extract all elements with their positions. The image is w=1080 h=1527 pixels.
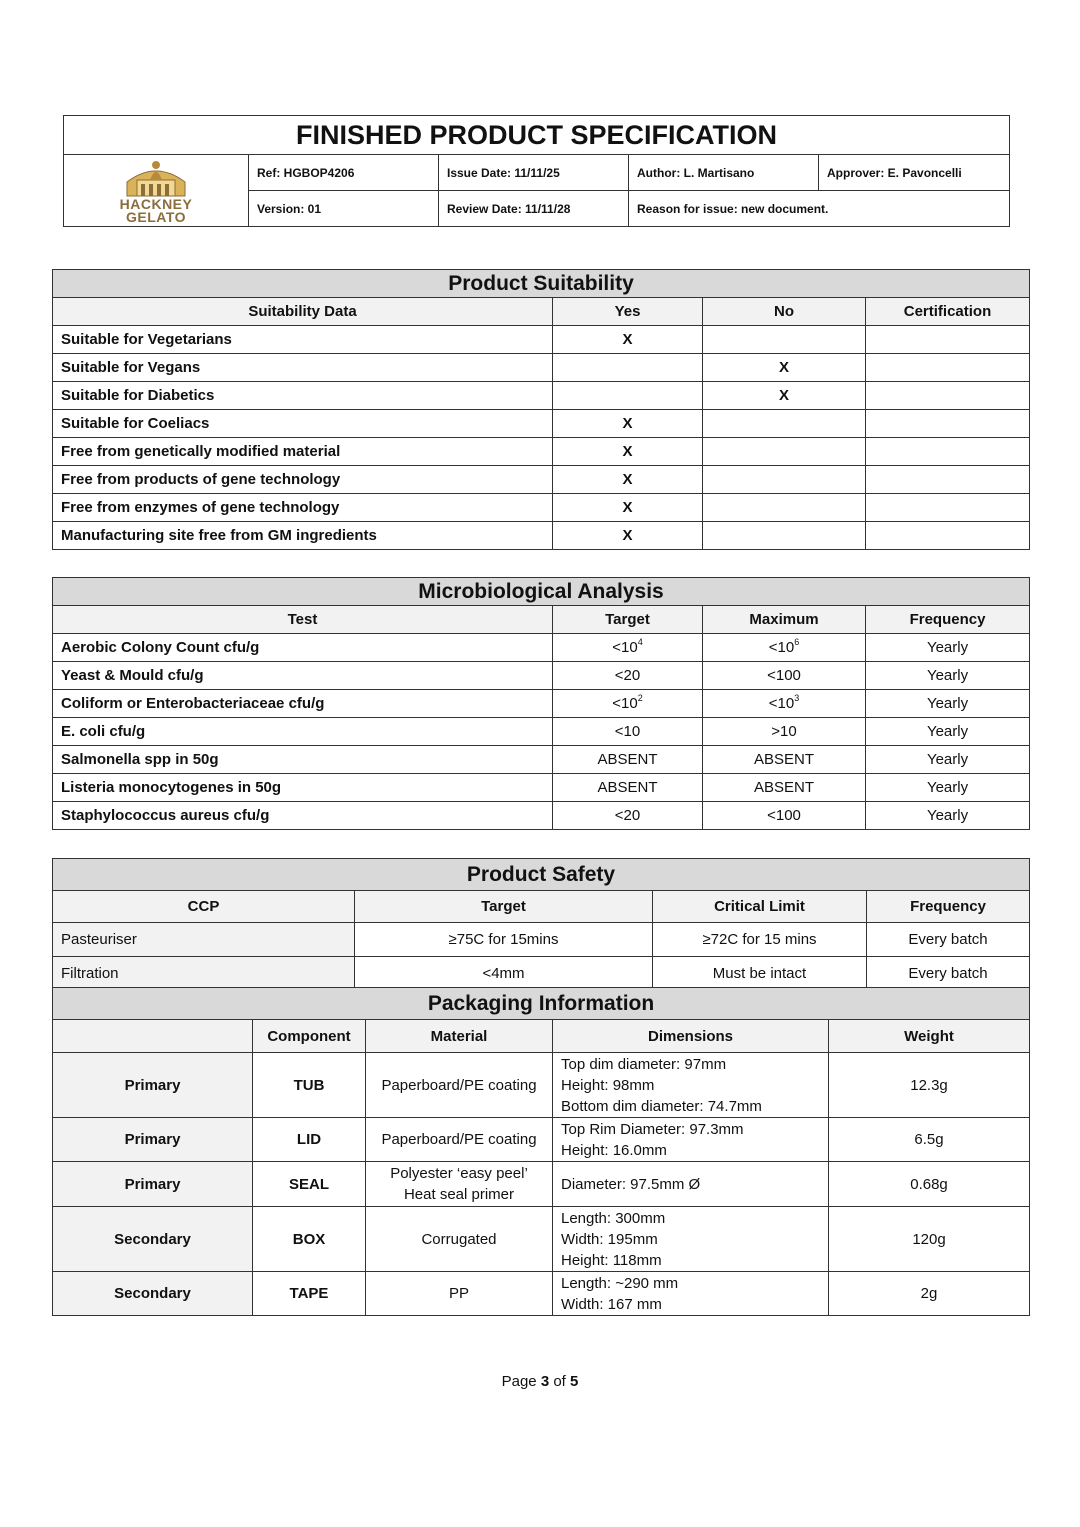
page-number <box>0 1373 1080 1390</box>
table-row <box>53 1162 1030 1207</box>
gelato-building-icon <box>123 158 189 198</box>
page-of-label: of <box>553 1373 566 1390</box>
test-name: Yeast & Mould cfu/g <box>53 662 553 690</box>
suitability-table <box>52 269 1030 550</box>
logo-text-line2: GELATO <box>125 208 187 225</box>
critical-limit-cell: ≥72C for 15 mins <box>653 923 867 957</box>
critical-limit-cell: Must be intact <box>653 957 867 991</box>
no-cell <box>703 438 866 466</box>
dimension-line: Length: 300mm <box>561 1209 666 1227</box>
row-label: Suitable for Vegans <box>53 354 553 382</box>
col-header <box>53 1020 253 1053</box>
table-row <box>53 662 1030 690</box>
yes-cell: X <box>553 522 703 550</box>
col-header: Frequency <box>866 606 1030 634</box>
col-header: No <box>703 298 866 326</box>
yes-cell: X <box>553 466 703 494</box>
table-row <box>53 410 1030 438</box>
certification-cell <box>866 326 1030 354</box>
level-cell: Primary <box>53 1118 253 1162</box>
col-header: Test <box>53 606 553 634</box>
maximum-value: <100 <box>767 807 801 824</box>
maximum-value: <100 <box>767 667 801 684</box>
certification-cell <box>866 354 1030 382</box>
target-cell: <4mm <box>355 957 653 991</box>
suitability-header-row <box>53 298 1030 326</box>
frequency-cell: Yearly <box>866 746 1030 774</box>
test-name: Coliform or Enterobacteriaceae cfu/g <box>53 690 553 718</box>
target-value: <20 <box>614 667 641 684</box>
target-value: <20 <box>614 807 641 824</box>
target-cell <box>553 634 703 662</box>
ref-field: Ref: HGBOP4206 <box>249 155 439 191</box>
reason-field: Reason for issue: new document. <box>629 191 1010 227</box>
yes-cell: X <box>553 326 703 354</box>
weight-cell: 6.5g <box>829 1118 1030 1162</box>
yes-cell: X <box>553 494 703 522</box>
dimension-line: Bottom dim diameter: 74.7mm <box>561 1097 762 1115</box>
frequency-cell: Yearly <box>866 718 1030 746</box>
version-field: Version: 01 <box>249 191 439 227</box>
dimensions-cell <box>553 1207 829 1272</box>
target-exponent: 4 <box>637 637 643 647</box>
dimension-line: Width: 195mm <box>561 1230 658 1248</box>
material-line: Polyester ‘easy peel’ <box>390 1165 528 1182</box>
target-value: <10 <box>612 695 638 712</box>
yes-cell <box>553 382 703 410</box>
issue-date-field: Issue Date: 11/11/25 <box>439 155 629 191</box>
target-value: <10 <box>614 723 641 740</box>
table-row <box>53 438 1030 466</box>
ccp-cell: Pasteuriser <box>53 923 355 957</box>
target-cell: ≥75C for 15mins <box>355 923 653 957</box>
test-name: Salmonella spp in 50g <box>53 746 553 774</box>
table-row <box>53 466 1030 494</box>
dimension-line: Height: 16.0mm <box>561 1141 667 1159</box>
target-cell <box>553 802 703 830</box>
target-value: ABSENT <box>597 751 658 768</box>
table-row <box>53 494 1030 522</box>
certification-cell <box>866 410 1030 438</box>
weight-cell: 120g <box>829 1207 1030 1272</box>
row-label: Suitable for Diabetics <box>53 382 553 410</box>
dimension-line: Top dim diameter: 97mm <box>561 1055 727 1073</box>
table-row <box>53 1272 1030 1316</box>
certification-cell <box>866 522 1030 550</box>
component-cell: SEAL <box>253 1162 366 1207</box>
test-name: E. coli cfu/g <box>53 718 553 746</box>
row-label: Suitable for Vegetarians <box>53 326 553 354</box>
dimension-line: Top Rim Diameter: 97.3mm <box>561 1120 744 1138</box>
row-label: Free from products of gene technology <box>53 466 553 494</box>
dimension-line: Length: ~290 mm <box>561 1274 679 1292</box>
table-row <box>53 326 1030 354</box>
test-name: Staphylococcus aureus cfu/g <box>53 802 553 830</box>
no-cell: X <box>703 354 866 382</box>
target-cell <box>553 774 703 802</box>
material-line: Corrugated <box>421 1230 497 1248</box>
maximum-exponent: 3 <box>794 693 800 703</box>
level-cell: Secondary <box>53 1272 253 1316</box>
col-header: Component <box>253 1020 366 1053</box>
packaging-title: Packaging Information <box>53 988 1030 1020</box>
safety-title: Product Safety <box>53 859 1030 891</box>
certification-cell <box>866 438 1030 466</box>
material-cell <box>366 1272 553 1316</box>
hackney-gelato-logo <box>120 158 193 224</box>
frequency-cell: Yearly <box>866 802 1030 830</box>
dimensions-cell <box>553 1162 829 1207</box>
weight-cell: 0.68g <box>829 1162 1030 1207</box>
component-cell: BOX <box>253 1207 366 1272</box>
suitability-title: Product Suitability <box>53 270 1030 298</box>
maximum-value: ABSENT <box>753 751 814 768</box>
dimensions-cell <box>553 1118 829 1162</box>
target-cell <box>553 662 703 690</box>
target-value: ABSENT <box>597 779 658 796</box>
no-cell <box>703 326 866 354</box>
material-line: Heat seal primer <box>403 1186 515 1203</box>
level-cell: Primary <box>53 1053 253 1118</box>
certification-cell <box>866 466 1030 494</box>
weight-cell: 2g <box>829 1272 1030 1316</box>
dimension-line: Height: 98mm <box>561 1076 655 1094</box>
safety-table <box>52 858 1030 991</box>
approver-field: Approver: E. Pavoncelli <box>819 155 1010 191</box>
table-row <box>53 1207 1030 1272</box>
page-label: Page <box>501 1373 537 1390</box>
table-row <box>53 957 1030 991</box>
table-row <box>53 690 1030 718</box>
row-label: Free from genetically modified material <box>53 438 553 466</box>
target-cell <box>553 690 703 718</box>
maximum-cell <box>703 634 866 662</box>
micro-table <box>52 577 1030 830</box>
author-field: Author: L. Martisano <box>629 155 819 191</box>
component-cell: TAPE <box>253 1272 366 1316</box>
dimensions-cell <box>553 1053 829 1118</box>
material-line: Paperboard/PE coating <box>381 1131 537 1148</box>
component-cell: TUB <box>253 1053 366 1118</box>
table-row <box>53 382 1030 410</box>
col-header: Target <box>553 606 703 634</box>
maximum-value: <10 <box>768 639 795 656</box>
table-row <box>53 522 1030 550</box>
col-header: Weight <box>829 1020 1030 1053</box>
target-value: <10 <box>612 639 638 656</box>
dimension-line: Width: 167 mm <box>561 1295 662 1313</box>
material-line: PP <box>448 1285 469 1302</box>
table-row <box>53 923 1030 957</box>
page-current: 3 <box>540 1373 550 1390</box>
packaging-table <box>52 987 1030 1316</box>
maximum-cell <box>703 718 866 746</box>
maximum-cell <box>703 746 866 774</box>
maximum-cell <box>703 662 866 690</box>
material-cell <box>366 1207 553 1272</box>
table-row <box>53 802 1030 830</box>
frequency-cell: Yearly <box>866 662 1030 690</box>
table-row <box>53 718 1030 746</box>
col-header: Critical Limit <box>653 891 867 923</box>
target-cell <box>553 718 703 746</box>
no-cell: X <box>703 382 866 410</box>
table-row <box>53 634 1030 662</box>
frequency-cell: Yearly <box>866 774 1030 802</box>
logo-text-line1: HACKNEY <box>119 195 193 212</box>
maximum-cell <box>703 690 866 718</box>
micro-title: Microbiological Analysis <box>53 578 1030 606</box>
maximum-cell <box>703 802 866 830</box>
packaging-header-row <box>53 1020 1030 1053</box>
table-row <box>53 354 1030 382</box>
certification-cell <box>866 382 1030 410</box>
dimension-line: Height: 118mm <box>561 1251 662 1269</box>
row-label: Suitable for Coeliacs <box>53 410 553 438</box>
no-cell <box>703 410 866 438</box>
frequency-cell: Every batch <box>867 957 1030 991</box>
row-label: Manufacturing site free from GM ingredients <box>53 522 553 550</box>
material-line: Paperboard/PE coating <box>381 1076 537 1094</box>
frequency-cell: Every batch <box>867 923 1030 957</box>
frequency-cell: Yearly <box>866 690 1030 718</box>
col-header: Target <box>355 891 653 923</box>
logo-cell <box>64 155 249 227</box>
dimension-line: Diameter: 97.5mm Ø <box>561 1175 701 1193</box>
target-cell <box>553 746 703 774</box>
review-date-field: Review Date: 11/11/28 <box>439 191 629 227</box>
maximum-exponent: 6 <box>794 637 800 647</box>
weight-cell: 12.3g <box>829 1053 1030 1118</box>
row-label: Free from enzymes of gene technology <box>53 494 553 522</box>
table-row <box>53 774 1030 802</box>
yes-cell: X <box>553 410 703 438</box>
table-row <box>53 1053 1030 1118</box>
page-total: 5 <box>570 1373 579 1390</box>
target-exponent: 2 <box>637 693 643 703</box>
yes-cell: X <box>553 438 703 466</box>
material-cell <box>366 1053 553 1118</box>
col-header: CCP <box>53 891 355 923</box>
test-name: Aerobic Colony Count cfu/g <box>53 634 553 662</box>
test-name: Listeria monocytogenes in 50g <box>53 774 553 802</box>
col-header: Maximum <box>703 606 866 634</box>
dimensions-cell <box>553 1272 829 1316</box>
document-title: FINISHED PRODUCT SPECIFICATION <box>64 116 1010 155</box>
col-header: Suitability Data <box>53 298 553 326</box>
material-cell <box>366 1162 553 1207</box>
material-cell <box>366 1118 553 1162</box>
micro-header-row <box>53 606 1030 634</box>
col-header: Dimensions <box>553 1020 829 1053</box>
col-header: Material <box>366 1020 553 1053</box>
col-header: Certification <box>866 298 1030 326</box>
no-cell <box>703 494 866 522</box>
document-header <box>63 115 1010 227</box>
certification-cell <box>866 494 1030 522</box>
maximum-value: ABSENT <box>753 779 814 796</box>
level-cell: Secondary <box>53 1207 253 1272</box>
yes-cell <box>553 354 703 382</box>
no-cell <box>703 466 866 494</box>
no-cell <box>703 522 866 550</box>
maximum-cell <box>703 774 866 802</box>
col-header: Frequency <box>867 891 1030 923</box>
maximum-value: >10 <box>771 723 797 740</box>
table-row <box>53 746 1030 774</box>
ccp-cell: Filtration <box>53 957 355 991</box>
col-header: Yes <box>553 298 703 326</box>
maximum-value: <10 <box>768 695 795 712</box>
level-cell: Primary <box>53 1162 253 1207</box>
component-cell: LID <box>253 1118 366 1162</box>
table-row <box>53 1118 1030 1162</box>
safety-header-row <box>53 891 1030 923</box>
frequency-cell: Yearly <box>866 634 1030 662</box>
